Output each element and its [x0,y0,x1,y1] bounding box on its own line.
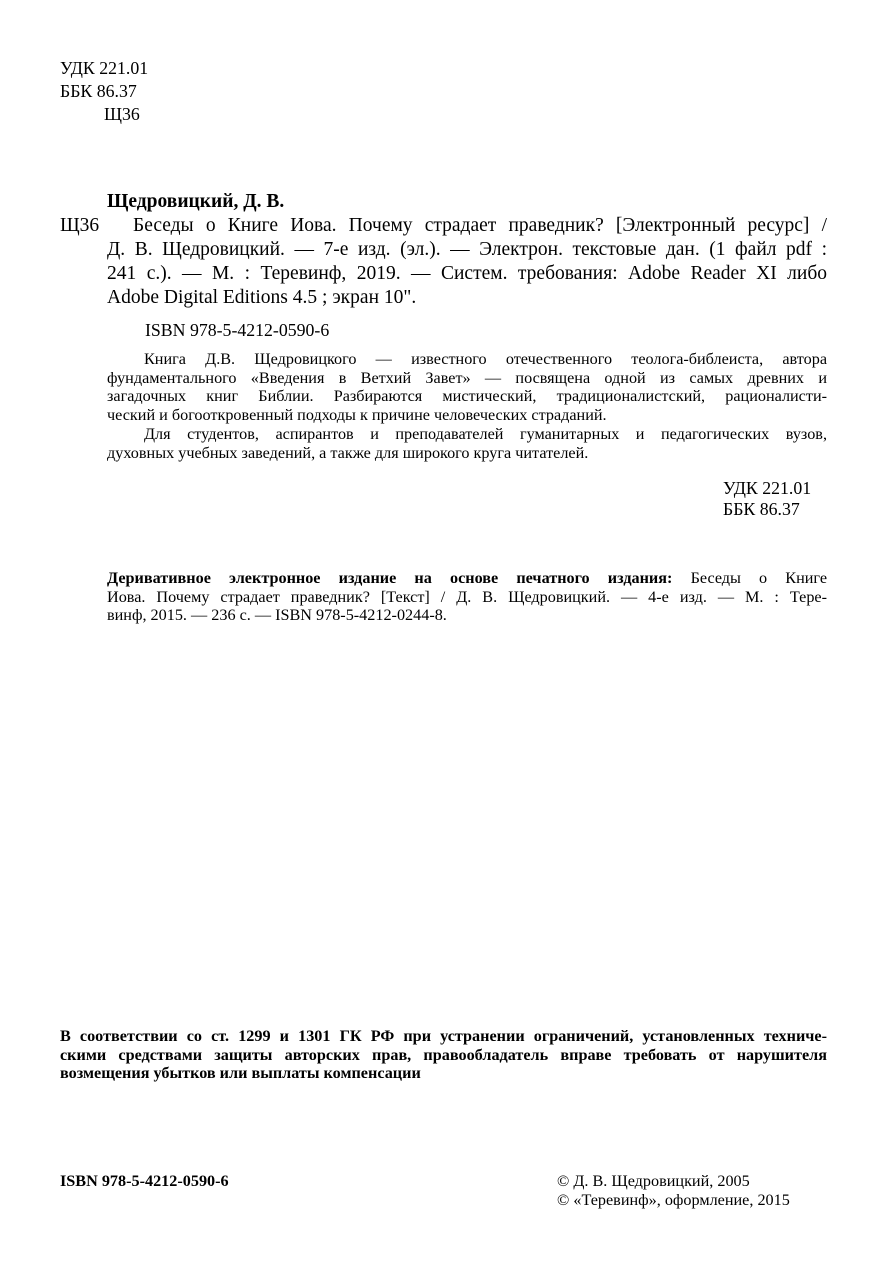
copyright-author: © Д. В. Щедровицкий, 2005 [557,1172,750,1190]
annotation [107,350,827,462]
record-isbn: ISBN 978-5-4212-0590-6 [145,320,330,340]
annotation-line: фундаментального «Введения в Ветхий Завет» — посвящена одной из самых древних и [107,368,827,387]
derivative-lead: Деривативное электронное издание на основе печатного издания: [107,569,673,587]
legal-line: скими средствами защиты авторских прав, правообладатель вправе требовать от нарушителя [60,1045,827,1064]
description-line: Д. В. Щедровицкий. — 7-е изд. (эл.). — Электрон. текстовые дан. (1 файл pdf : [107,239,827,260]
annotation-line: загадочных книг Библии. Разбираются мистический, традиционалистский, рационалисти- [107,387,827,406]
author-heading: Щедровицкий, Д. В. [107,191,285,212]
legal-line: возмещения убытков или выплаты компенсации [60,1064,421,1083]
description-line: 241 с.). — М. : Теревинф, 2019. — Систем. требования: Adobe Reader XI либо [107,263,827,284]
annotation-udk-code: УДК 221.01 [723,478,812,498]
description-line: Беседы о Книге Иова. Почему страдает праведник? [Электронный ресурс] / [133,215,827,236]
legal-line: В соответствии со ст. 1299 и 1301 ГК РФ при устранении ограничений, установленных техниче- [60,1027,827,1045]
annotation-line: Для студентов, аспирантов и преподавателей гуманитарных и педагогических вузов, [144,424,827,443]
top-bbk-code: ББК 86.37 [60,81,137,101]
top-udk-code: УДК 221.01 [60,58,149,78]
derivative-line: винф, 2015. — 236 с. — ISBN 978-5-4212-0244-8. [107,606,447,625]
bibliographic-description [133,214,827,238]
derivative-line: Иова. Почему страдает праведник? [Текст] / Д. В. Щедровицкий. — 4-е изд. — М. : Тере- [107,587,827,606]
annotation-line: ческий и богооткровенный подходы к причине человеческих страданий. [107,406,607,425]
derivative-line [107,569,827,588]
footer-isbn: ISBN 978-5-4212-0590-6 [60,1172,229,1190]
description-line: Adobe Digital Editions 4.5 ; экран 10". [107,287,417,308]
annotation-line: духовных учебных заведений, а также для широкого круга читателей. [107,443,589,462]
copyright-design: © «Теревинф», оформление, 2015 [557,1191,790,1209]
annotation-bbk-code: ББК 86.37 [723,499,800,519]
derivative-lead-rest: Беседы о Книге [690,569,828,587]
top-author-mark: Щ36 [104,104,140,124]
legal-notice [60,1027,827,1083]
bibliographic-description-cont [107,238,827,310]
derivative-note [107,569,827,625]
annotation-line: Книга Д.В. Щедровицкого — известного отечественного теолога-библеиста, автора [144,350,827,368]
record-author-mark: Щ36 [60,215,100,236]
